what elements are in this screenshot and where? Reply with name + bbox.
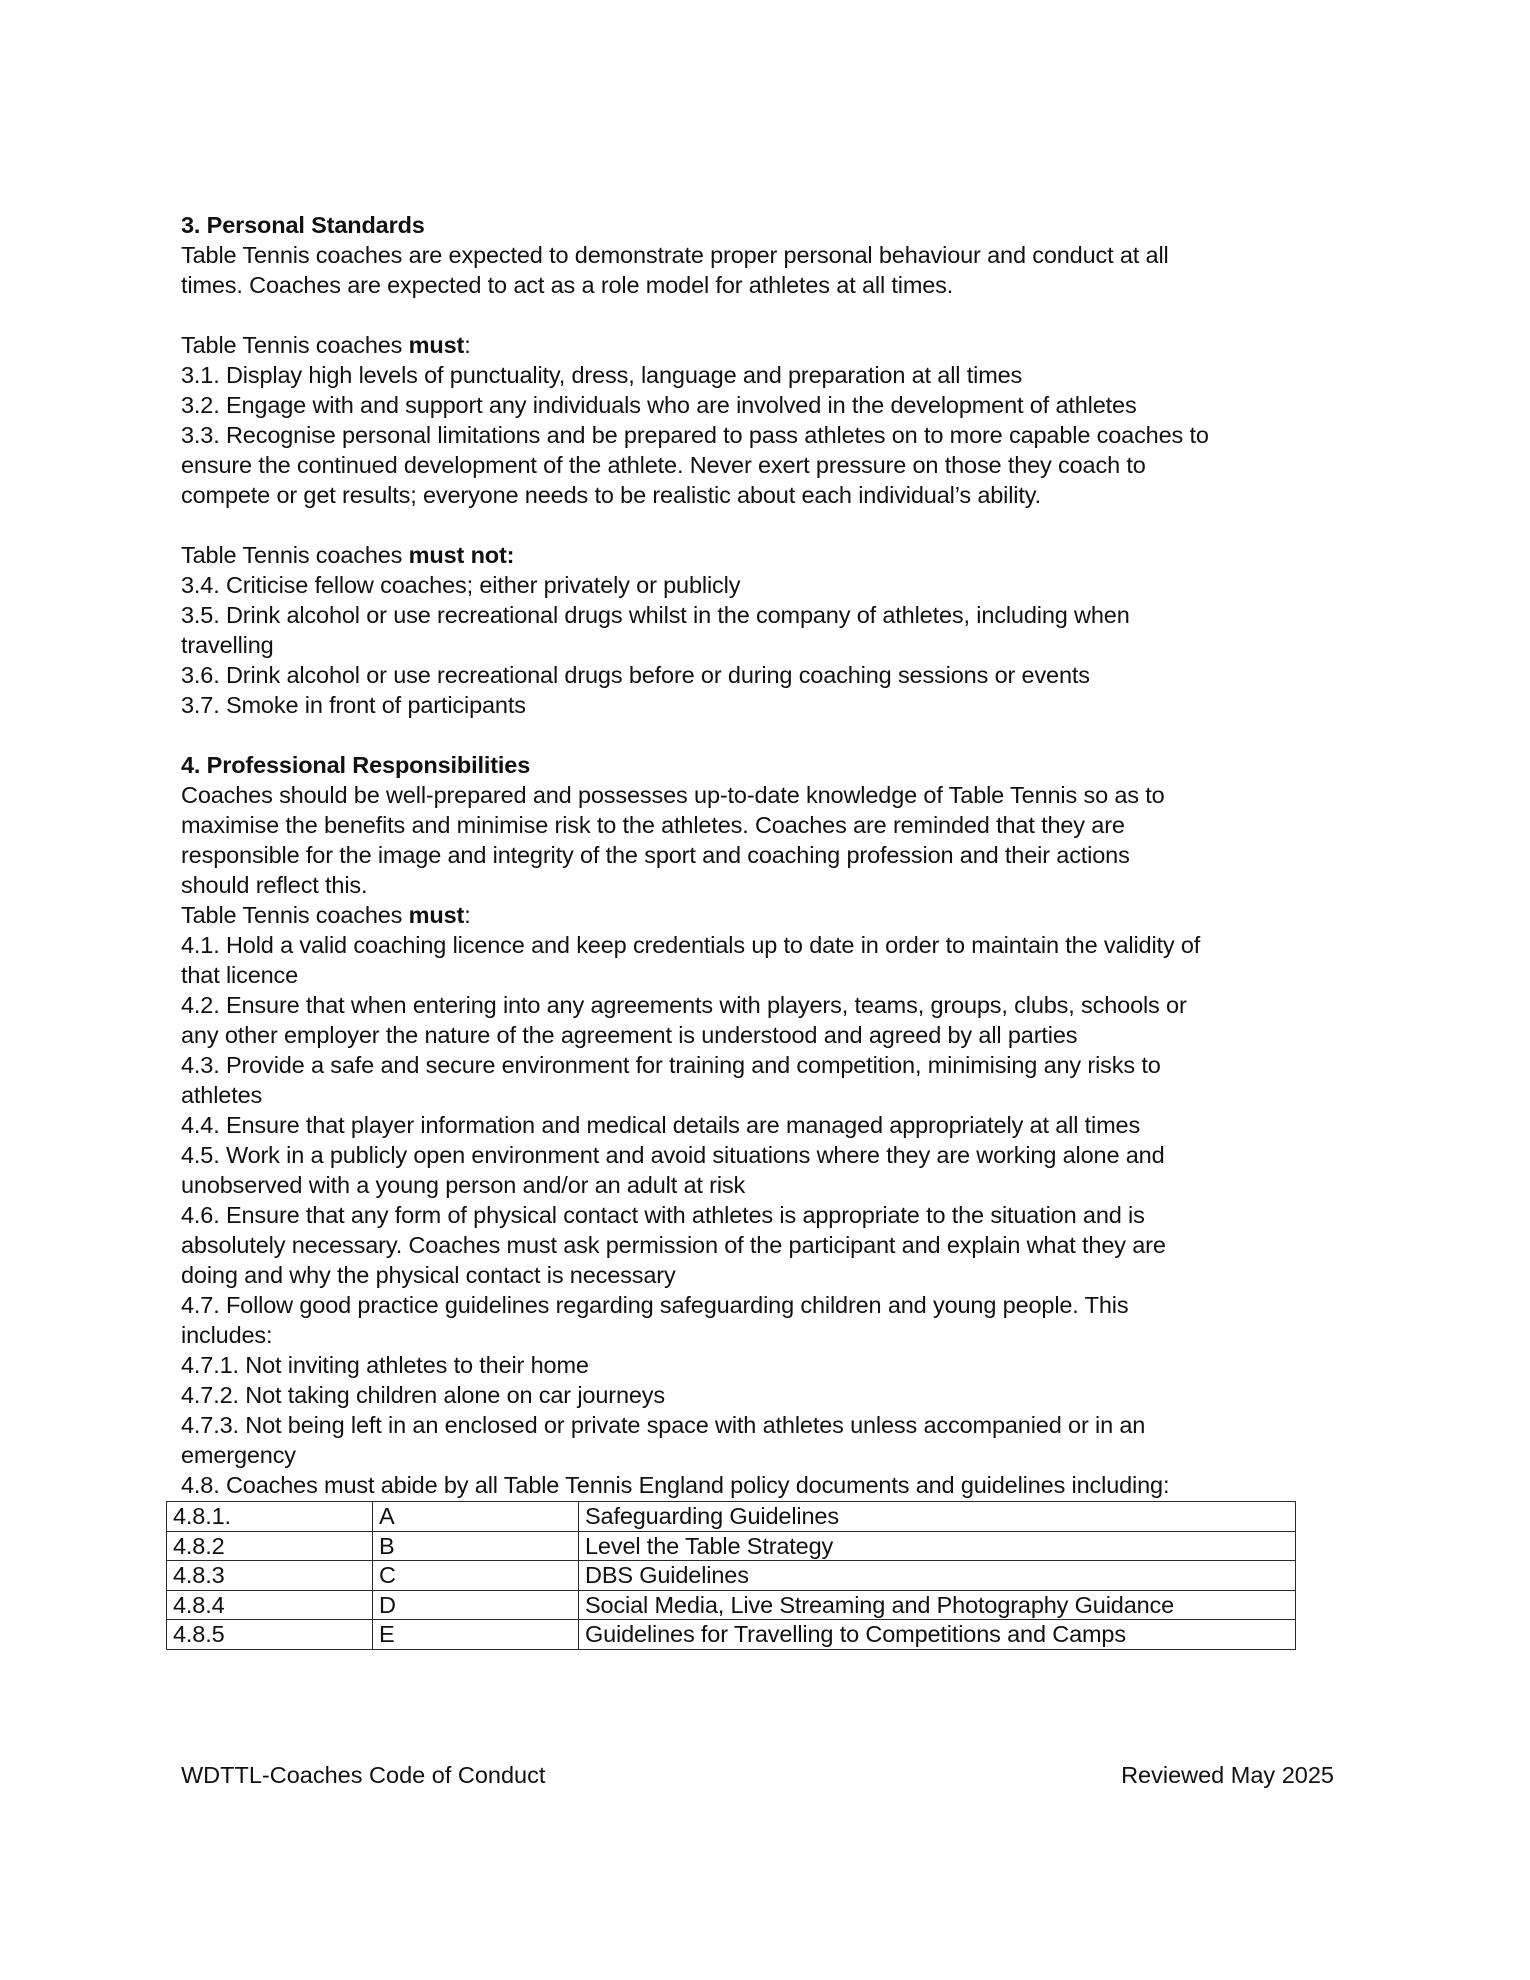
label-text: Table Tennis coaches [181, 332, 409, 358]
list-item-4-7-2: 4.7.2. Not taking children alone on car journeys [181, 1382, 665, 1408]
section-4-must-label [181, 900, 1351, 930]
label-emphasis: must [408, 902, 465, 928]
list-item-4-5: 4.5. Work in a publicly open environment and avoid situations where they are working alone and [181, 1142, 1165, 1168]
table-cell-title: DBS Guidelines [579, 1561, 1296, 1591]
list-item-4-6-cont: doing and why the physical contact is necessary [181, 1262, 676, 1288]
list-item-4-7-1: 4.7.1. Not inviting athletes to their home [181, 1352, 589, 1378]
list-item-4-1: 4.1. Hold a valid coaching licence and keep credentials up to date in order to maintain the validity of [181, 932, 1201, 958]
list-item-3-5: 3.5. Drink alcohol or use recreational drugs whilst in the company of athletes, including when [181, 602, 1130, 628]
list-item-4-3: 4.3. Provide a safe and secure environment for training and competition, minimising any risks to [181, 1052, 1161, 1078]
table-cell-letter: C [373, 1561, 579, 1591]
table-row [167, 1620, 1296, 1650]
list-item-3-4: 3.4. Criticise fellow coaches; either privately or publicly [181, 572, 741, 598]
table-cell-letter: E [373, 1620, 579, 1650]
table-cell-number: 4.8.5 [167, 1620, 373, 1650]
table-cell-number: 4.8.3 [167, 1561, 373, 1591]
policy-documents-table [166, 1501, 1296, 1650]
label-text: Table Tennis coaches [181, 542, 409, 568]
section-4-intro-line: should reflect this. [181, 872, 368, 898]
list-item-4-7-cont: includes: [181, 1322, 273, 1348]
list-item-3-6: 3.6. Drink alcohol or use recreational drugs before or during coaching sessions or events [181, 662, 1090, 688]
label-colon: : [464, 332, 471, 358]
section-4-intro-line: Coaches should be well-prepared and possesses up-to-date knowledge of Table Tennis so as to [181, 782, 1165, 808]
table-row [167, 1561, 1296, 1591]
list-item-4-2-cont: any other employer the nature of the agreement is understood and agreed by all parties [181, 1022, 1078, 1048]
label-colon: : [464, 902, 471, 928]
section-3-must-label [181, 330, 1351, 360]
section-3-must-not-label [181, 540, 1351, 570]
table-cell-title: Level the Table Strategy [579, 1531, 1296, 1561]
document-body [181, 210, 1351, 1500]
list-item-3-3-cont: ensure the continued development of the athlete. Never exert pressure on those they coach to [181, 452, 1146, 478]
footer-document-title: WDTTL-Coaches Code of Conduct [181, 1762, 546, 1788]
table-cell-letter: D [373, 1590, 579, 1620]
list-item-4-5-cont: unobserved with a young person and/or an adult at risk [181, 1172, 746, 1198]
table-row [167, 1531, 1296, 1561]
list-item-3-1: 3.1. Display high levels of punctuality, dress, language and preparation at all times [181, 362, 1023, 388]
section-4-intro-line: maximise the benefits and minimise risk to the athletes. Coaches are reminded that they are [181, 812, 1125, 838]
list-item-3-3-cont: compete or get results; everyone needs to be realistic about each individual’s ability. [181, 482, 1041, 508]
table-cell-number: 4.8.2 [167, 1531, 373, 1561]
table-cell-title: Safeguarding Guidelines [579, 1502, 1296, 1532]
label-text: Table Tennis coaches [181, 902, 409, 928]
list-item-4-4: 4.4. Ensure that player information and medical details are managed appropriately at all times [181, 1112, 1141, 1138]
table-cell-number: 4.8.4 [167, 1590, 373, 1620]
list-item-4-8: 4.8. Coaches must abide by all Table Tennis England policy documents and guidelines including: [181, 1472, 1170, 1498]
label-emphasis: must [408, 332, 465, 358]
table-cell-letter: A [373, 1502, 579, 1532]
list-item-4-7-3-cont: emergency [181, 1442, 296, 1468]
footer-review-date: Reviewed May 2025 [1121, 1762, 1334, 1788]
section-3-intro-line: times. Coaches are expected to act as a role model for athletes at all times. [181, 272, 954, 298]
table-cell-title: Guidelines for Travelling to Competitions and Camps [579, 1620, 1296, 1650]
list-item-4-7-3: 4.7.3. Not being left in an enclosed or private space with athletes unless accompanied or in an [181, 1412, 1146, 1438]
spacer [181, 300, 1351, 330]
section-3-intro-line: Table Tennis coaches are expected to demonstrate proper personal behaviour and conduct at all [181, 242, 1169, 268]
section-4-intro-line: responsible for the image and integrity of the sport and coaching profession and their actions [181, 842, 1130, 868]
table-cell-number: 4.8.1. [167, 1502, 373, 1532]
list-item-3-3: 3.3. Recognise personal limitations and be prepared to pass athletes on to more capable coaches to [181, 422, 1209, 448]
label-emphasis: must not: [408, 542, 515, 568]
list-item-3-5-cont: travelling [181, 632, 274, 658]
spacer [181, 720, 1351, 750]
list-item-4-6-cont: absolutely necessary. Coaches must ask permission of the participant and explain what they are [181, 1232, 1166, 1258]
spacer [181, 510, 1351, 540]
table-cell-letter: B [373, 1531, 579, 1561]
list-item-4-7: 4.7. Follow good practice guidelines regarding safeguarding children and young people. This [181, 1292, 1129, 1318]
list-item-4-1-cont: that licence [181, 962, 299, 988]
section-3-heading: 3. Personal Standards [181, 212, 425, 238]
list-item-3-2: 3.2. Engage with and support any individuals who are involved in the development of athletes [181, 392, 1137, 418]
section-4-heading: 4. Professional Responsibilities [181, 752, 531, 778]
table-row [167, 1502, 1296, 1532]
table-row [167, 1590, 1296, 1620]
list-item-4-3-cont: athletes [181, 1082, 263, 1108]
table-cell-title: Social Media, Live Streaming and Photography Guidance [579, 1590, 1296, 1620]
list-item-4-6: 4.6. Ensure that any form of physical contact with athletes is appropriate to the situation and is [181, 1202, 1145, 1228]
list-item-4-2: 4.2. Ensure that when entering into any agreements with players, teams, groups, clubs, schools or [181, 992, 1187, 1018]
list-item-3-7: 3.7. Smoke in front of participants [181, 692, 526, 718]
